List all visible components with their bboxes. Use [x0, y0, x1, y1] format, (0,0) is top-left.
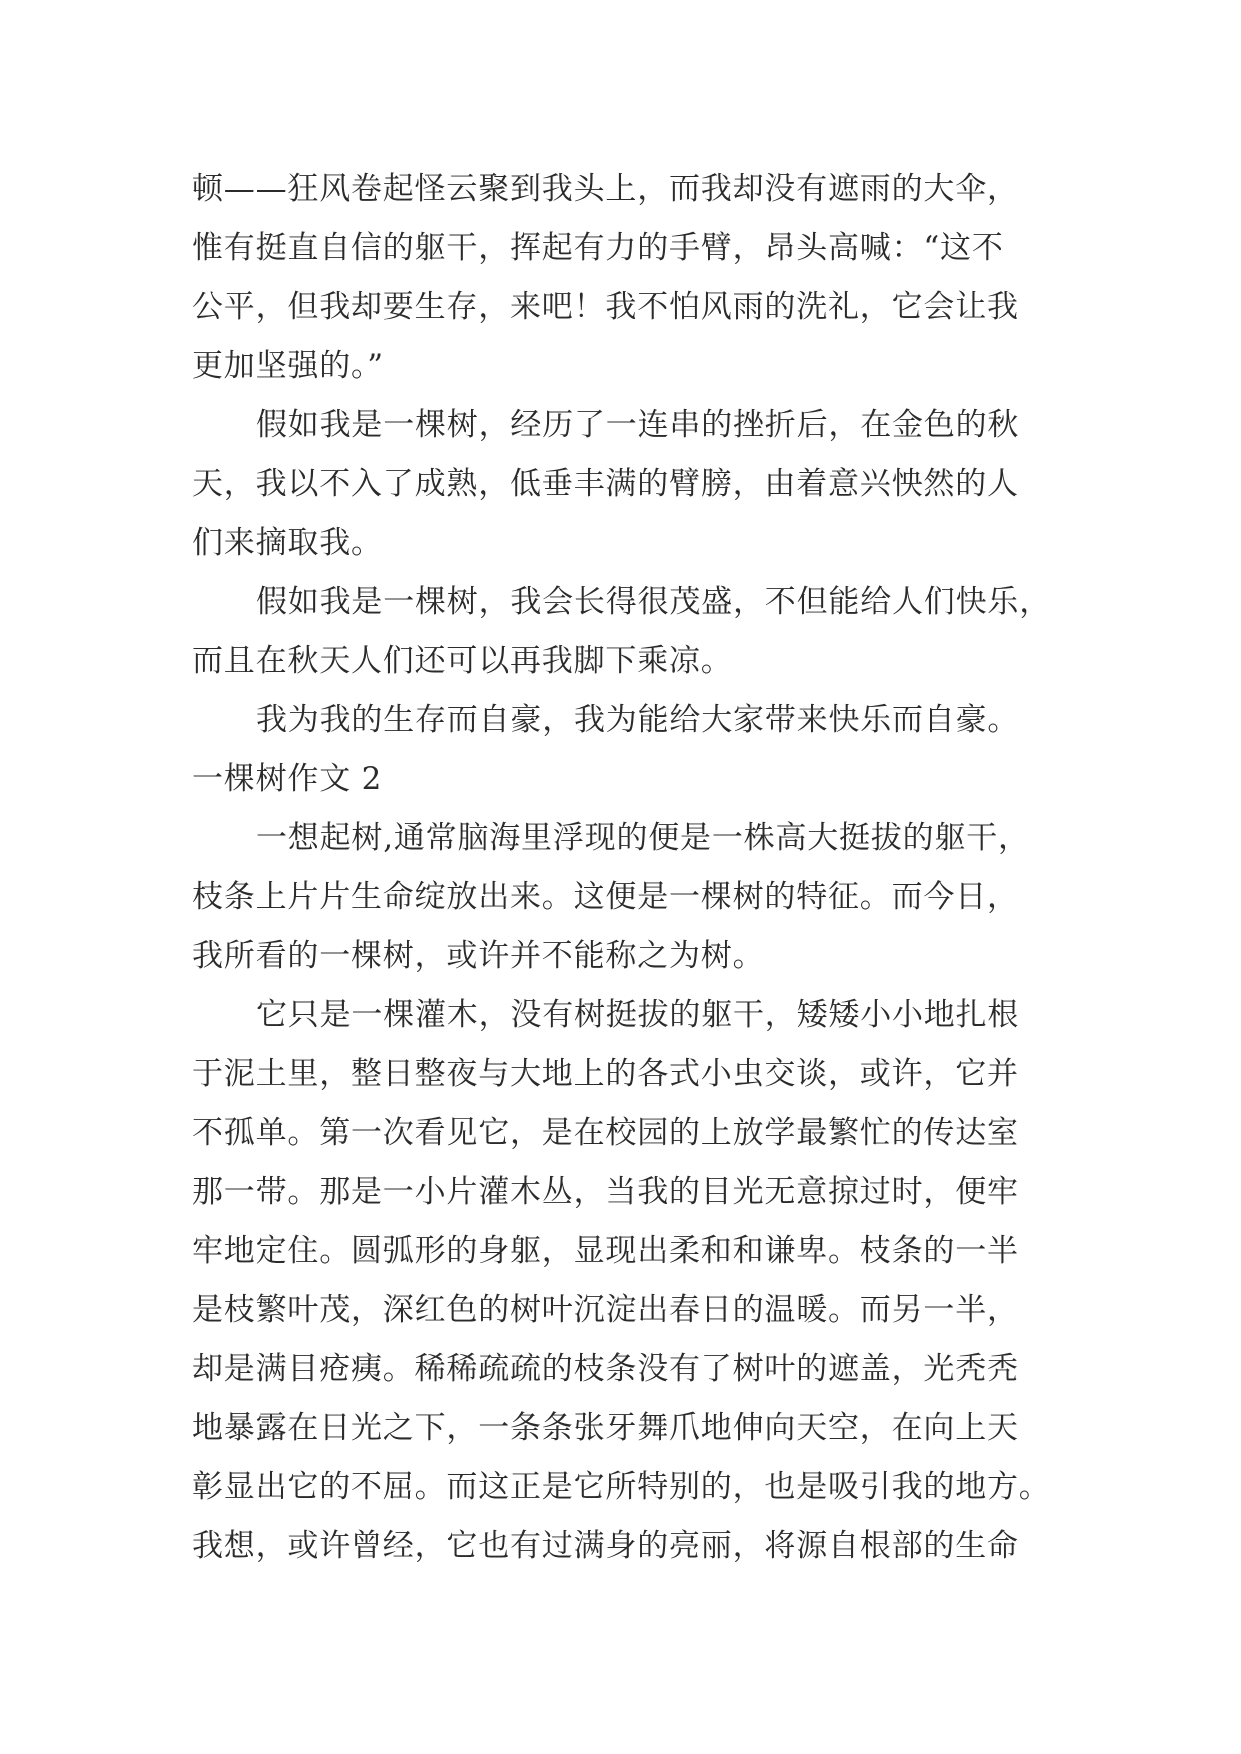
text-line: 我想，或许曾经，它也有过满身的亮丽，将源自根部的生命 [192, 1528, 1019, 1564]
paragraph-first-line: 假如我是一棵树，我会长得很茂盛，不但能给人们快乐， [256, 584, 1051, 620]
text-line: 更加坚强的。” [192, 348, 384, 384]
text-line: 们来摘取我。 [192, 525, 383, 561]
text-line: 不孤单。第一次看见它，是在校园的上放学最繁忙的传达室 [192, 1115, 1019, 1151]
essay-body [192, 160, 1052, 1576]
text-line: 顿——狂风卷起怪云聚到我头上，而我却没有遮雨的大伞， [192, 171, 1019, 207]
text-line: 惟有挺直自信的躯干，挥起有力的手臂，昂头高喊：“这不 [192, 230, 1004, 266]
text-line: 而且在秋天人们还可以再我脚下乘凉。 [192, 643, 733, 679]
paragraph-first-line: 它只是一棵灌木，没有树挺拔的躯干，矮矮小小地扎根 [256, 997, 1020, 1033]
text-line: 却是满目疮痍。稀稀疏疏的枝条没有了树叶的遮盖，光秃秃 [192, 1351, 1019, 1387]
text-line: 枝条上片片生命绽放出来。这便是一棵树的特征。而今日， [192, 879, 1019, 915]
text-line: 天，我以不入了成熟，低垂丰满的臂膀，由着意兴怏然的人 [192, 466, 1019, 502]
text-line: 我所看的一棵树，或许并不能称之为树。 [192, 938, 765, 974]
text-line: 公平，但我却要生存，来吧！我不怕风雨的洗礼，它会让我 [192, 289, 1019, 325]
text-line: 于泥土里，整日整夜与大地上的各式小虫交谈，或许，它并 [192, 1056, 1019, 1092]
section-heading: 一棵树作文 2 [192, 761, 383, 797]
text-line: 地暴露在日光之下，一条条张牙舞爪地伸向天空，在向上天 [192, 1410, 1019, 1446]
text-line: 是枝繁叶茂，深红色的树叶沉淀出春日的温暖。而另一半， [192, 1292, 1019, 1328]
text-line: 牢地定住。圆弧形的身躯，显现出柔和和谦卑。枝条的一半 [192, 1233, 1019, 1269]
text-line: 那一带。那是一小片灌木丛，当我的目光无意掠过时，便牢 [192, 1174, 1019, 1210]
paragraph-first-line: 一想起树,通常脑海里浮现的便是一株高大挺拔的躯干， [256, 820, 1030, 856]
text-line: 彰显出它的不屈。而这正是它所特别的，也是吸引我的地方。 [192, 1469, 1051, 1505]
paragraph-first-line: 我为我的生存而自豪，我为能给大家带来快乐而自豪。 [256, 702, 1020, 738]
paragraph-first-line: 假如我是一棵树，经历了一连串的挫折后，在金色的秋 [256, 407, 1020, 443]
